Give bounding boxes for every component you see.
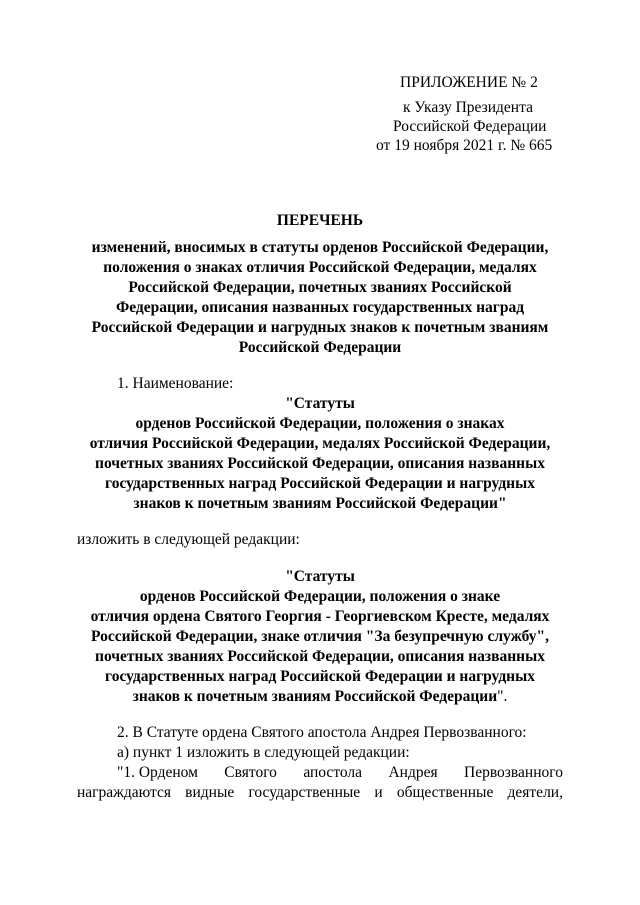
subtitle-line: Российской Федерации, почетных званиях Российской (128, 279, 512, 296)
decree-line-2: Российской Федерации (393, 118, 547, 135)
quote-line-2 (77, 783, 563, 803)
subtitle-line: положения о знаках отличия Российской Федерации, медалях (103, 259, 537, 276)
closing-quote: ". (497, 688, 508, 705)
appendix-label: ПРИЛОЖЕНИЕ № 2 (400, 74, 538, 91)
word: Святого (224, 764, 277, 781)
item-1-label: 1. Наименование: (117, 375, 234, 392)
new-title-line: "Статуты (285, 568, 355, 585)
document-title: ПЕРЕЧЕНЬ (276, 212, 364, 229)
subtitle-line: Российской Федерации и нагрудных знаков к почетным званиям (91, 319, 549, 336)
old-title-line: знаков к почетным званиям Российской Федерации" (133, 495, 507, 512)
item-2-sub-a: а) пункт 1 изложить в следующей редакции: (117, 744, 410, 761)
word: Андрея (388, 764, 438, 781)
new-title-line: отличия ордена Святого Георгия - Георгиевском Кресте, медалях (90, 608, 550, 625)
decree-line-3: от 19 ноября 2021 г. № 665 (376, 137, 553, 154)
subtitle-line: Российской Федерации (238, 339, 402, 356)
new-title-line: орденов Российской Федерации, положения о знаке (139, 588, 501, 605)
subtitle-line: изменений, вносимых в статуты орденов Российской Федерации, (91, 239, 549, 256)
word: и (374, 784, 383, 801)
subtitle-line: Федерации, описания названных государственных наград (115, 299, 525, 316)
word: государственные (248, 784, 361, 801)
word: общественные (396, 784, 494, 801)
word: награждаются (77, 784, 171, 801)
new-title-line: государственных наград Российской Федерации и нагрудных (105, 668, 535, 685)
word: деятели, (507, 784, 563, 801)
word: "1. Орденом (117, 764, 198, 781)
old-title-line: почетных званиях Российской Федерации, описания названных (95, 455, 545, 472)
old-title-line: отличия Российской Федерации, медалях Российской Федерации, (89, 435, 551, 452)
new-title-line: Российской Федерации, знаке отличия "За безупречную службу", (91, 628, 549, 645)
quote-line-1 (117, 763, 563, 783)
decree-line-1: к Указу Президента (403, 99, 533, 116)
new-title-line: почетных званиях Российской Федерации, описания названных (95, 648, 545, 665)
word: апостола (303, 764, 363, 781)
instruction-text: изложить в следующей редакции: (77, 531, 300, 548)
old-title-line: государственных наград Российской Федерации и нагрудных (105, 475, 535, 492)
word: Первозванного (464, 764, 563, 781)
new-title-last-line (0, 687, 640, 707)
old-title-line: орденов Российской Федерации, положения о знаках (135, 415, 505, 432)
item-2-label: 2. В Статуте ордена Святого апостола Андрея Первозванного: (117, 724, 527, 741)
old-title-line: "Статуты (285, 395, 355, 412)
new-title-line: знаков к почетным званиям Российской Федерации (132, 688, 498, 705)
word: видные (185, 784, 235, 801)
